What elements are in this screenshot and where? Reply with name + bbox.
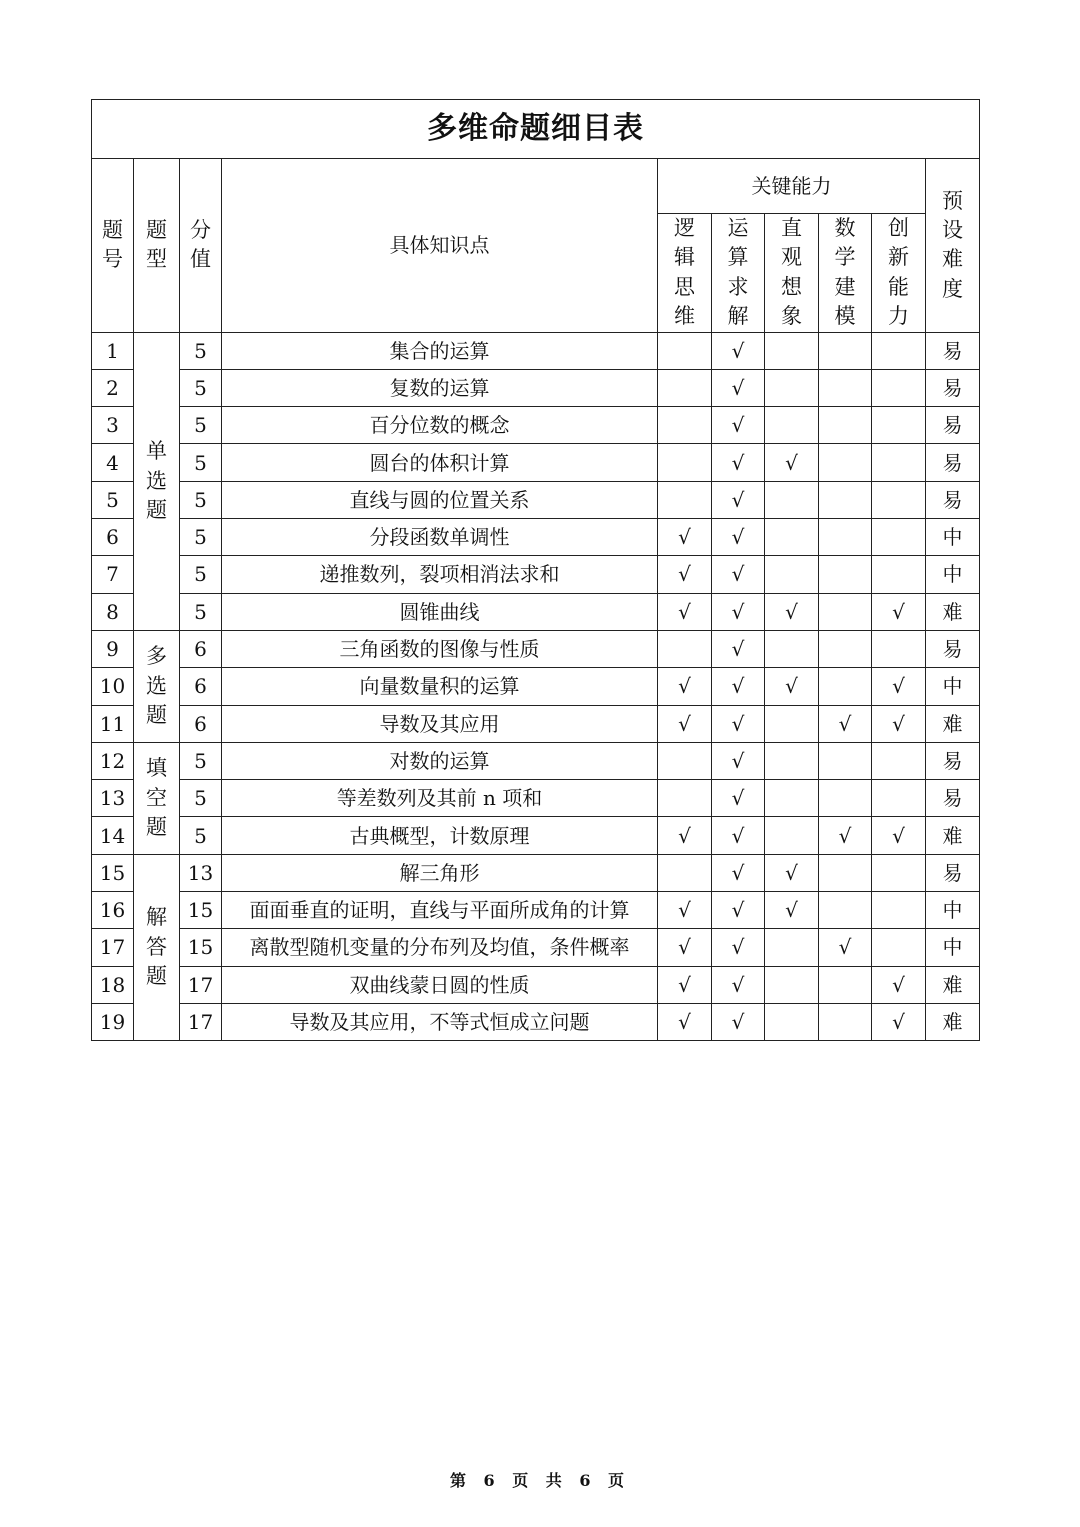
difficulty-value: 中 xyxy=(926,929,980,966)
question-type-label: 多选题 xyxy=(146,644,167,728)
question-number: 7 xyxy=(92,556,134,593)
header-ability-3: 数学建模 xyxy=(819,214,872,333)
check-mark: √ xyxy=(658,1003,712,1040)
check-mark: √ xyxy=(712,742,765,779)
ability-cell xyxy=(658,780,712,817)
ability-cell xyxy=(872,780,926,817)
specification-table xyxy=(91,99,980,1041)
question-type-label: 填空题 xyxy=(146,756,167,839)
ability-cell xyxy=(819,519,872,556)
check-mark: √ xyxy=(658,519,712,556)
check-mark: √ xyxy=(658,593,712,630)
table-row xyxy=(92,519,980,556)
table-row xyxy=(92,929,980,966)
check-mark: √ xyxy=(765,444,819,481)
ability-cell xyxy=(658,630,712,667)
ability-cell xyxy=(872,742,926,779)
question-type-cell xyxy=(134,854,180,1040)
check-mark: √ xyxy=(819,705,872,742)
table-row xyxy=(92,481,980,518)
table-row xyxy=(92,407,980,444)
ability-cell xyxy=(872,444,926,481)
check-mark: √ xyxy=(712,668,765,705)
knowledge-point: 圆台的体积计算 xyxy=(222,444,658,481)
ability-cell xyxy=(765,705,819,742)
table-row xyxy=(92,705,980,742)
table-row xyxy=(92,332,980,369)
knowledge-point: 双曲线蒙日圆的性质 xyxy=(222,966,658,1003)
score-value: 5 xyxy=(180,369,222,406)
score-value: 15 xyxy=(180,892,222,929)
question-number: 17 xyxy=(92,929,134,966)
check-mark: √ xyxy=(712,929,765,966)
check-mark: √ xyxy=(712,481,765,518)
question-number: 8 xyxy=(92,593,134,630)
difficulty-value: 难 xyxy=(926,593,980,630)
header-no: 题号 xyxy=(92,159,134,333)
table-row xyxy=(92,1003,980,1040)
table-title: 多维命题细目表 xyxy=(92,100,980,159)
ability-cell xyxy=(658,481,712,518)
difficulty-value: 易 xyxy=(926,630,980,667)
score-value: 6 xyxy=(180,630,222,667)
ability-cell xyxy=(765,1003,819,1040)
score-value: 5 xyxy=(180,593,222,630)
table-row xyxy=(92,817,980,854)
ability-cell xyxy=(765,742,819,779)
score-value: 5 xyxy=(180,481,222,518)
header-ability-2: 直观想象 xyxy=(765,214,819,333)
ability-cell xyxy=(872,481,926,518)
check-mark: √ xyxy=(712,519,765,556)
difficulty-value: 易 xyxy=(926,742,980,779)
header-ability-0: 逻辑思维 xyxy=(658,214,712,333)
ability-cell xyxy=(765,817,819,854)
knowledge-point: 向量数量积的运算 xyxy=(222,668,658,705)
score-value: 6 xyxy=(180,668,222,705)
ability-cell xyxy=(819,780,872,817)
ability-cell xyxy=(872,630,926,667)
page-footer: 第 6 页 共 6 页 xyxy=(449,1471,631,1490)
header-type: 题型 xyxy=(134,159,180,333)
table-row xyxy=(92,742,980,779)
ability-cell xyxy=(819,369,872,406)
question-number: 14 xyxy=(92,817,134,854)
question-number: 2 xyxy=(92,369,134,406)
ability-cell xyxy=(765,332,819,369)
check-mark: √ xyxy=(712,817,765,854)
knowledge-point: 面面垂直的证明，直线与平面所成角的计算 xyxy=(222,892,658,929)
knowledge-point: 百分位数的概念 xyxy=(222,407,658,444)
table-row xyxy=(92,966,980,1003)
difficulty-value: 中 xyxy=(926,556,980,593)
difficulty-value: 难 xyxy=(926,705,980,742)
knowledge-point: 古典概型，计数原理 xyxy=(222,817,658,854)
header-row-1 xyxy=(92,159,980,214)
check-mark: √ xyxy=(872,705,926,742)
check-mark: √ xyxy=(712,854,765,891)
check-mark: √ xyxy=(819,929,872,966)
check-mark: √ xyxy=(872,1003,926,1040)
difficulty-value: 易 xyxy=(926,780,980,817)
table-row xyxy=(92,780,980,817)
question-number: 18 xyxy=(92,966,134,1003)
header-abilities: 关键能力 xyxy=(658,159,926,214)
check-mark: √ xyxy=(658,556,712,593)
score-value: 5 xyxy=(180,332,222,369)
check-mark: √ xyxy=(712,705,765,742)
knowledge-point: 集合的运算 xyxy=(222,332,658,369)
question-number: 11 xyxy=(92,705,134,742)
difficulty-value: 难 xyxy=(926,817,980,854)
ability-cell xyxy=(872,519,926,556)
check-mark: √ xyxy=(819,817,872,854)
ability-cell xyxy=(765,929,819,966)
check-mark: √ xyxy=(712,556,765,593)
question-number: 16 xyxy=(92,892,134,929)
ability-cell xyxy=(819,892,872,929)
knowledge-point: 圆锥曲线 xyxy=(222,593,658,630)
check-mark: √ xyxy=(765,854,819,891)
check-mark: √ xyxy=(765,892,819,929)
ability-cell xyxy=(819,556,872,593)
ability-cell xyxy=(765,780,819,817)
check-mark: √ xyxy=(658,892,712,929)
score-value: 5 xyxy=(180,519,222,556)
ability-cell xyxy=(819,407,872,444)
ability-cell xyxy=(765,369,819,406)
ability-cell xyxy=(765,556,819,593)
ability-cell xyxy=(872,854,926,891)
check-mark: √ xyxy=(712,444,765,481)
ability-cell xyxy=(819,332,872,369)
ability-cell xyxy=(872,892,926,929)
table-row xyxy=(92,668,980,705)
ability-cell xyxy=(765,966,819,1003)
table-row xyxy=(92,444,980,481)
question-type-label: 单选题 xyxy=(146,439,167,522)
score-value: 5 xyxy=(180,780,222,817)
question-number: 5 xyxy=(92,481,134,518)
check-mark: √ xyxy=(712,369,765,406)
header-ability-4: 创新能力 xyxy=(872,214,926,333)
check-mark: √ xyxy=(712,332,765,369)
ability-cell xyxy=(765,481,819,518)
difficulty-value: 易 xyxy=(926,407,980,444)
check-mark: √ xyxy=(872,593,926,630)
check-mark: √ xyxy=(658,929,712,966)
score-value: 5 xyxy=(180,556,222,593)
ability-cell xyxy=(819,742,872,779)
check-mark: √ xyxy=(872,817,926,854)
header-ability-1: 运算求解 xyxy=(712,214,765,333)
check-mark: √ xyxy=(712,593,765,630)
table-row xyxy=(92,630,980,667)
score-value: 17 xyxy=(180,966,222,1003)
check-mark: √ xyxy=(872,668,926,705)
knowledge-point: 导数及其应用，不等式恒成立问题 xyxy=(222,1003,658,1040)
question-type-cell xyxy=(134,630,180,742)
check-mark: √ xyxy=(712,780,765,817)
ability-cell xyxy=(765,519,819,556)
table-row xyxy=(92,593,980,630)
knowledge-point: 直线与圆的位置关系 xyxy=(222,481,658,518)
difficulty-value: 中 xyxy=(926,892,980,929)
difficulty-value: 易 xyxy=(926,369,980,406)
ability-cell xyxy=(658,369,712,406)
title-row xyxy=(92,100,980,159)
check-mark: √ xyxy=(658,817,712,854)
difficulty-value: 中 xyxy=(926,519,980,556)
ability-cell xyxy=(872,929,926,966)
question-number: 3 xyxy=(92,407,134,444)
check-mark: √ xyxy=(712,1003,765,1040)
ability-cell xyxy=(819,593,872,630)
knowledge-point: 三角函数的图像与性质 xyxy=(222,630,658,667)
ability-cell xyxy=(658,742,712,779)
check-mark: √ xyxy=(872,966,926,1003)
table-row xyxy=(92,556,980,593)
header-difficulty: 预设难度 xyxy=(926,159,980,333)
question-number: 15 xyxy=(92,854,134,891)
ability-cell xyxy=(819,854,872,891)
ability-cell xyxy=(765,407,819,444)
header-knowledge: 具体知识点 xyxy=(222,159,658,333)
check-mark: √ xyxy=(712,407,765,444)
question-type-label: 解答题 xyxy=(146,905,167,989)
question-number: 4 xyxy=(92,444,134,481)
ability-cell xyxy=(819,481,872,518)
difficulty-value: 易 xyxy=(926,854,980,891)
check-mark: √ xyxy=(765,593,819,630)
knowledge-point: 分段函数单调性 xyxy=(222,519,658,556)
ability-cell xyxy=(765,630,819,667)
score-value: 13 xyxy=(180,854,222,891)
ability-cell xyxy=(819,966,872,1003)
score-value: 17 xyxy=(180,1003,222,1040)
ability-cell xyxy=(658,332,712,369)
question-type-cell xyxy=(134,332,180,630)
score-value: 5 xyxy=(180,742,222,779)
question-number: 9 xyxy=(92,630,134,667)
knowledge-point: 解三角形 xyxy=(222,854,658,891)
question-number: 13 xyxy=(92,780,134,817)
difficulty-value: 易 xyxy=(926,481,980,518)
knowledge-point: 对数的运算 xyxy=(222,742,658,779)
score-value: 5 xyxy=(180,407,222,444)
question-number: 1 xyxy=(92,332,134,369)
check-mark: √ xyxy=(658,966,712,1003)
knowledge-point: 递推数列，裂项相消法求和 xyxy=(222,556,658,593)
ability-cell xyxy=(658,407,712,444)
difficulty-value: 中 xyxy=(926,668,980,705)
ability-cell xyxy=(658,854,712,891)
table-row xyxy=(92,854,980,891)
question-type-cell xyxy=(134,742,180,854)
check-mark: √ xyxy=(712,892,765,929)
knowledge-point: 离散型随机变量的分布列及均值，条件概率 xyxy=(222,929,658,966)
check-mark: √ xyxy=(658,668,712,705)
ability-cell xyxy=(872,332,926,369)
check-mark: √ xyxy=(712,630,765,667)
question-number: 19 xyxy=(92,1003,134,1040)
check-mark: √ xyxy=(658,705,712,742)
difficulty-value: 易 xyxy=(926,332,980,369)
ability-cell xyxy=(819,630,872,667)
ability-cell xyxy=(872,556,926,593)
score-value: 5 xyxy=(180,444,222,481)
ability-cell xyxy=(819,444,872,481)
knowledge-point: 等差数列及其前 n 项和 xyxy=(222,780,658,817)
ability-cell xyxy=(819,1003,872,1040)
header-score: 分值 xyxy=(180,159,222,333)
question-number: 6 xyxy=(92,519,134,556)
score-value: 6 xyxy=(180,705,222,742)
check-mark: √ xyxy=(712,966,765,1003)
difficulty-value: 难 xyxy=(926,966,980,1003)
table-row xyxy=(92,369,980,406)
question-number: 12 xyxy=(92,742,134,779)
ability-cell xyxy=(872,369,926,406)
question-number: 10 xyxy=(92,668,134,705)
difficulty-value: 易 xyxy=(926,444,980,481)
difficulty-value: 难 xyxy=(926,1003,980,1040)
ability-cell xyxy=(819,668,872,705)
score-value: 5 xyxy=(180,817,222,854)
knowledge-point: 导数及其应用 xyxy=(222,705,658,742)
score-value: 15 xyxy=(180,929,222,966)
table-row xyxy=(92,892,980,929)
ability-cell xyxy=(658,444,712,481)
ability-cell xyxy=(872,407,926,444)
knowledge-point: 复数的运算 xyxy=(222,369,658,406)
check-mark: √ xyxy=(765,668,819,705)
